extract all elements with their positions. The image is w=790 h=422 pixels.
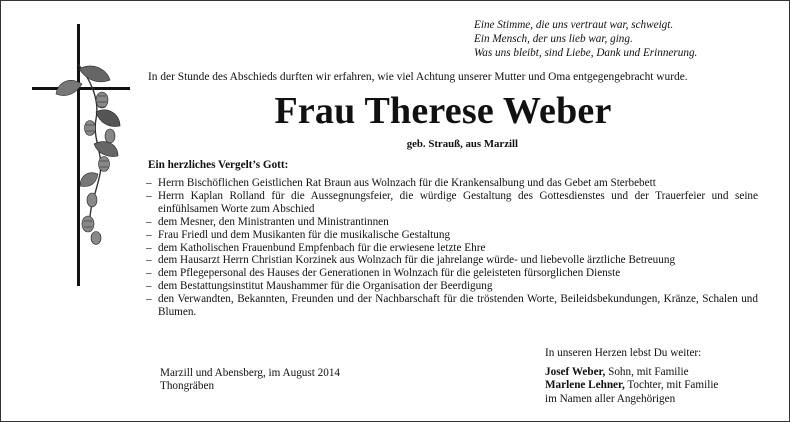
place-date-line: Marzill und Abensberg, im August 2014: [160, 367, 341, 379]
list-item: – dem Katholischen Frauenbund Empfenbach für die erwiesene letzte Ehre: [146, 242, 758, 255]
mourner-name: Marlene Lehner,: [545, 379, 625, 392]
list-item: – dem Pflegepersonal des Hauses der Generationen in Wolnzach für die geleisteten fürsorglichen Dienste: [146, 267, 758, 280]
place-date: [160, 367, 340, 393]
mourner-row: im Namen aller Angehörigen: [545, 392, 676, 405]
intro-text: In der Stunde des Abschieds durften wir erfahren, wie viel Achtung unserer Mutter und Oma entgegengebracht wurde.: [148, 71, 688, 83]
list-item: – Herrn Bischöflichen Geistlichen Rat Braun aus Wolnzach für die Krankensalbung und das Gebet am Sterbebett: [146, 177, 758, 190]
mourner-relation: Tochter, mit Familie: [624, 379, 719, 392]
motto-line: Ein Mensch, der uns lieb war, ging.: [474, 33, 633, 45]
mourners-block: [545, 347, 718, 406]
deceased-name: Frau Therese Weber: [274, 90, 612, 132]
list-item: – Frau Friedl und dem Musikanten für die musikalische Gestaltung: [146, 229, 758, 242]
birth-note: geb. Strauß, aus Marzill: [406, 138, 518, 150]
mourner-row: [545, 366, 718, 379]
list-item: – dem Bestattungsinstitut Maushammer für die Organisation der Beerdigung: [146, 280, 758, 293]
mourners-heading: In unseren Herzen lebst Du weiter:: [545, 347, 702, 359]
list-item: – dem Mesner, den Ministranten und Ministrantinnen: [146, 216, 758, 229]
list-item: – Herrn Kaplan Rolland für die Aussegnungsfeier, die würdige Gestaltung des Gottesdienstes und der Trauerfeier und seine einfühlsamen Worte zum Abschied: [146, 190, 758, 216]
motto-line: Was uns bleibt, sind Liebe, Dank und Erinnerung.: [474, 47, 698, 59]
mourner-name: Josef Weber,: [545, 366, 606, 379]
mourner-row: [545, 379, 718, 392]
thanks-list: [146, 177, 758, 319]
list-item: – dem Hausarzt Herrn Christian Korzinek aus Wolnzach für die jahrelange würde- und liebevolle ärztliche Betreuung: [146, 254, 758, 267]
thanks-heading: Ein herzliches Vergelt’s Gott:: [148, 159, 289, 171]
cross-with-hops-icon: [30, 24, 130, 286]
list-item: – den Verwandten, Bekannten, Freunden und der Nachbarschaft für die tröstenden Worte, Beileidsbekundungen, Kränze, Schalen und Blumen.: [146, 293, 758, 319]
mourner-relation: Sohn, mit Familie: [605, 366, 689, 379]
motto-verse: [474, 18, 774, 60]
place-date-line: Thongräben: [160, 380, 215, 392]
motto-line: Eine Stimme, die uns vertraut war, schweigt.: [474, 19, 674, 31]
